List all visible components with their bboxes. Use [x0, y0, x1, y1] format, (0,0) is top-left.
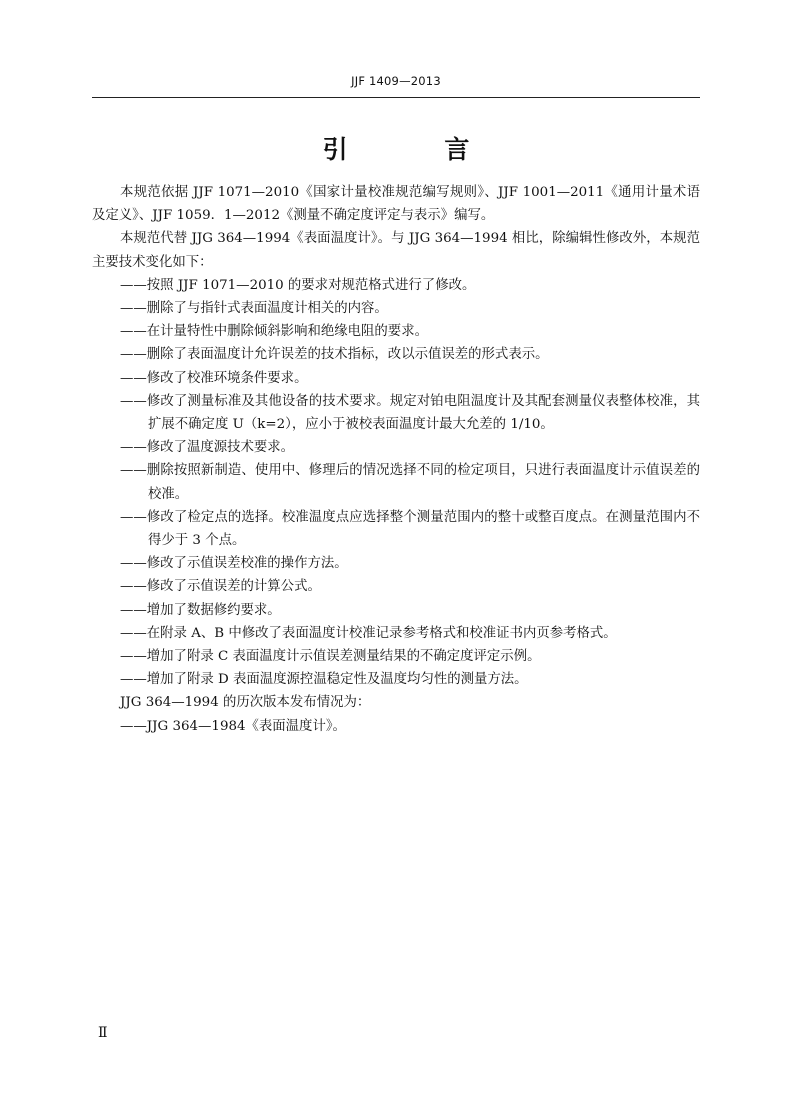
- change-item: ——增加了附录 C 表面温度计示值误差测量结果的不确定度评定示例。: [120, 649, 541, 665]
- change-item: ——在附录 A、B 中修改了表面温度计校准记录参考格式和校准证书内页参考格式。: [120, 625, 617, 641]
- change-item: ——增加了附录 D 表面温度源控温稳定性及温度均匀性的测量方法。: [120, 672, 528, 688]
- change-item: ——修改了测量标准及其他设备的技术要求。规定对铂电阻温度计及其配套测量仪表整体校准，其扩展不确定度 U（k=2），应小于被校表面温度计最大允差的 1/10。: [120, 393, 700, 433]
- change-item: ——按照 JJF 1071—2010 的要求对规范格式进行了修改。: [120, 277, 476, 293]
- header-rule: [92, 97, 700, 98]
- history-intro: JJG 364—1994 的历次版本发布情况为：: [120, 695, 371, 711]
- change-item: ——修改了校准环境条件要求。: [120, 370, 308, 386]
- change-item: ——增加了数据修约要求。: [120, 602, 281, 618]
- change-item: ——修改了示值误差校准的操作方法。: [120, 556, 348, 572]
- document-body: [92, 181, 700, 738]
- change-item: ——删除了与指针式表面温度计相关的内容。: [120, 301, 388, 317]
- change-item: ——在计量特性中删除倾斜影响和绝缘电阻的要求。: [120, 324, 428, 340]
- change-item: ——删除按照新制造、使用中、修理后的情况选择不同的检定项目，只进行表面温度计示值误差的校准。: [120, 463, 700, 502]
- change-item: ——修改了示值误差的计算公式。: [120, 579, 321, 595]
- history-item: ——JJG 364—1984《表面温度计》。: [120, 718, 346, 734]
- replacement-paragraph: 本规范代替 JJG 364—1994《表面温度计》。与 JJG 364—1994 相比，除编辑性修改外，本规范主要技术变化如下：: [92, 231, 700, 270]
- change-item: ——删除了表面温度计允许误差的技术指标，改以示值误差的形式表示。: [120, 347, 549, 363]
- change-item: ——修改了检定点的选择。校准温度点应选择整个测量范围内的整十或整百度点。在测量范围内不得少于 3 个点。: [120, 509, 700, 549]
- running-header: JJF 1409—2013: [351, 74, 441, 88]
- change-item: ——修改了温度源技术要求。: [120, 440, 295, 456]
- page-title: 引 言: [322, 135, 514, 164]
- intro-paragraph: 本规范依据 JJF 1071—2010《国家计量校准规范编写规则》、JJF 1001—2011《通用计量术语及定义》、JJF 1059．1—2012《测量不确定度评定与表示》编写。: [92, 185, 700, 224]
- page-number: Ⅱ: [98, 1025, 108, 1041]
